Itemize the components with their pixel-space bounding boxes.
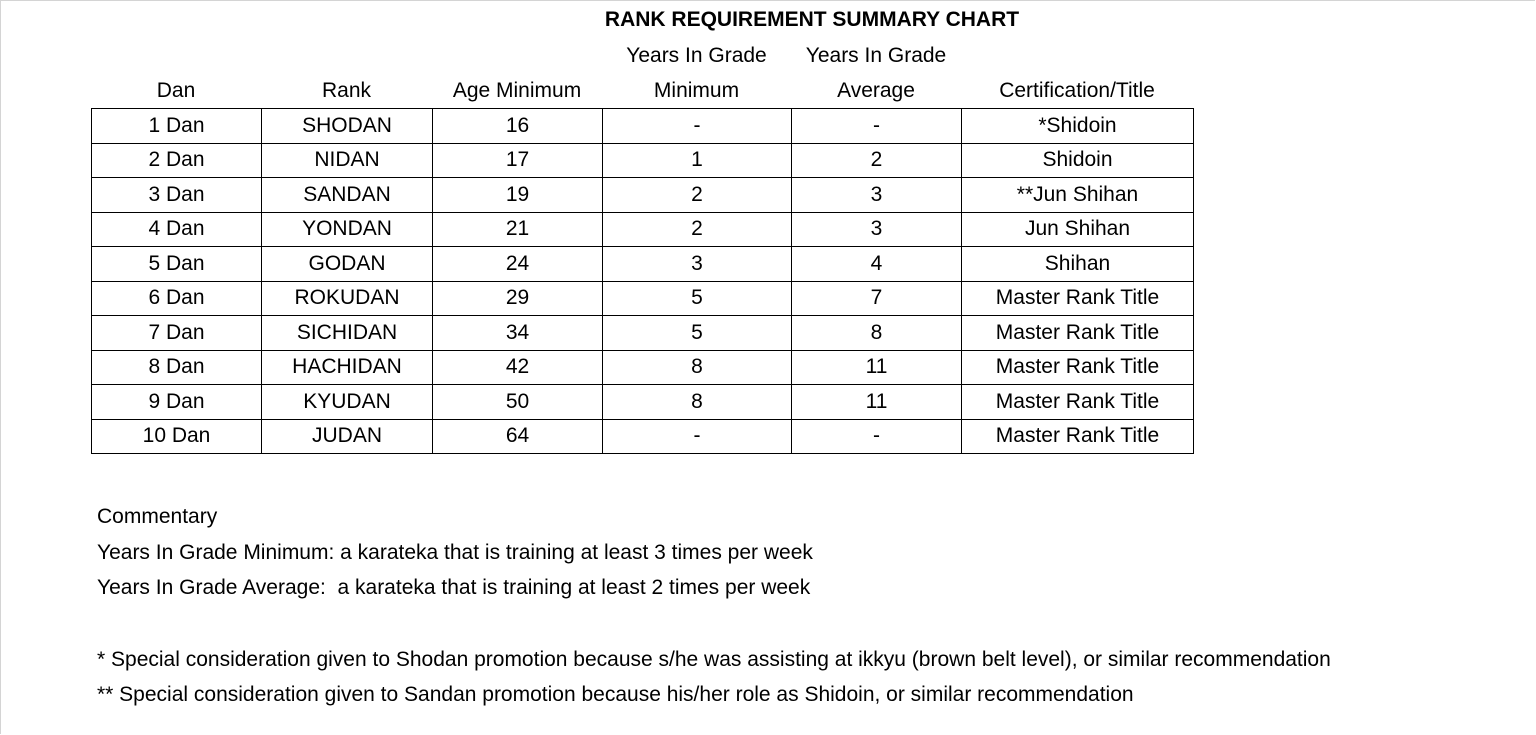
cell-age-minimum: 21	[433, 212, 603, 247]
footnote-single-star: * Special consideration given to Shodan promotion because s/he was assisting at ikkyu (brown belt level), or similar recommendation	[97, 647, 1331, 671]
cell-years-average: 11	[792, 385, 962, 420]
table-row	[92, 385, 1194, 420]
cell-age-minimum: 17	[433, 143, 603, 178]
cell-age-minimum: 34	[433, 316, 603, 351]
cell-certification: Shihan	[962, 247, 1194, 282]
cell-rank: GODAN	[262, 247, 433, 282]
commentary-minimum-note: Years In Grade Minimum: a karateka that is training at least 3 times per week	[97, 540, 813, 564]
cell-certification: *Shidoin	[962, 109, 1194, 144]
cell-dan: 5 Dan	[92, 247, 262, 282]
column-header-dan: Dan	[156, 79, 196, 102]
cell-years-minimum: 8	[603, 350, 792, 385]
rank-table-body	[92, 109, 1194, 454]
cell-certification: Master Rank Title	[962, 316, 1194, 351]
cell-years-minimum: 5	[603, 316, 792, 351]
column-header-rank: Rank	[321, 79, 372, 102]
commentary-heading: Commentary	[97, 505, 218, 528]
cell-dan: 1 Dan	[92, 109, 262, 144]
cell-certification: Jun Shihan	[962, 212, 1194, 247]
table-row	[92, 143, 1194, 178]
cell-rank: SANDAN	[262, 178, 433, 213]
cell-certification: Master Rank Title	[962, 419, 1194, 454]
cell-years-minimum: 1	[603, 143, 792, 178]
cell-years-average: -	[792, 109, 962, 144]
cell-years-minimum: 2	[603, 178, 792, 213]
cell-age-minimum: 19	[433, 178, 603, 213]
cell-dan: 4 Dan	[92, 212, 262, 247]
header-spacer-rank	[261, 38, 432, 73]
cell-years-minimum: 2	[603, 212, 792, 247]
cell-age-minimum: 29	[433, 281, 603, 316]
header-group-average: Years In Grade	[805, 44, 947, 67]
cell-certification: Shidoin	[962, 143, 1194, 178]
cell-certification: Master Rank Title	[962, 385, 1194, 420]
commentary-average-note: Years In Grade Average: a karateka that is training at least 2 times per week	[97, 576, 811, 599]
footnote-double-star: ** Special consideration given to Sandan promotion because his/her role as Shidoin, or similar recommendation	[97, 683, 1134, 706]
rank-table	[91, 108, 1194, 454]
cell-age-minimum: 42	[433, 350, 603, 385]
cell-rank: JUDAN	[262, 419, 433, 454]
cell-years-minimum: 8	[603, 385, 792, 420]
cell-dan: 9 Dan	[92, 385, 262, 420]
header-spacer-dan	[91, 38, 261, 73]
cell-dan: 8 Dan	[92, 350, 262, 385]
cell-age-minimum: 64	[433, 419, 603, 454]
cell-dan: 7 Dan	[92, 316, 262, 351]
table-row	[92, 350, 1194, 385]
table-row	[92, 212, 1194, 247]
cell-rank: HACHIDAN	[262, 350, 433, 385]
cell-certification: **Jun Shihan	[962, 178, 1194, 213]
cell-years-minimum: -	[603, 109, 792, 144]
cell-rank: SICHIDAN	[262, 316, 433, 351]
cell-dan: 6 Dan	[92, 281, 262, 316]
table-row	[92, 109, 1194, 144]
column-header-row	[91, 73, 1193, 108]
header-group-minimum: Years In Grade	[626, 44, 767, 67]
cell-dan: 2 Dan	[92, 143, 262, 178]
table-row	[92, 281, 1194, 316]
cell-rank: YONDAN	[262, 212, 433, 247]
cell-years-average: 8	[792, 316, 962, 351]
cell-years-average: 3	[792, 178, 962, 213]
cell-age-minimum: 50	[433, 385, 603, 420]
cell-rank: ROKUDAN	[262, 281, 433, 316]
cell-rank: NIDAN	[262, 143, 433, 178]
header-group-row	[91, 38, 1193, 73]
cell-certification: Master Rank Title	[962, 281, 1194, 316]
column-header-average: Average	[837, 79, 915, 102]
cell-rank: SHODAN	[262, 109, 433, 144]
table-row	[92, 178, 1194, 213]
cell-rank: KYUDAN	[262, 385, 433, 420]
cell-years-minimum: -	[603, 419, 792, 454]
table-row	[92, 419, 1194, 454]
cell-years-average: 2	[792, 143, 962, 178]
cell-dan: 3 Dan	[92, 178, 262, 213]
notes-section	[97, 499, 1331, 713]
header-spacer-age	[432, 38, 602, 73]
cell-dan: 10 Dan	[92, 419, 262, 454]
cell-years-average: 11	[792, 350, 962, 385]
notes-spacer	[97, 606, 1331, 642]
cell-age-minimum: 16	[433, 109, 603, 144]
cell-years-average: 7	[792, 281, 962, 316]
header-spacer-title	[961, 38, 1193, 73]
table-row	[92, 247, 1194, 282]
column-header-certification: Certification/Title	[999, 79, 1155, 102]
cell-age-minimum: 24	[433, 247, 603, 282]
cell-years-minimum: 5	[603, 281, 792, 316]
cell-years-average: 3	[792, 212, 962, 247]
column-header-minimum: Minimum	[653, 79, 740, 102]
table-row	[92, 316, 1194, 351]
chart-title: RANK REQUIREMENT SUMMARY CHART	[604, 8, 1020, 31]
cell-certification: Master Rank Title	[962, 350, 1194, 385]
cell-years-average: 4	[792, 247, 962, 282]
column-header-age-minimum: Age Minimum	[452, 79, 582, 102]
cell-years-average: -	[792, 419, 962, 454]
cell-years-minimum: 3	[603, 247, 792, 282]
